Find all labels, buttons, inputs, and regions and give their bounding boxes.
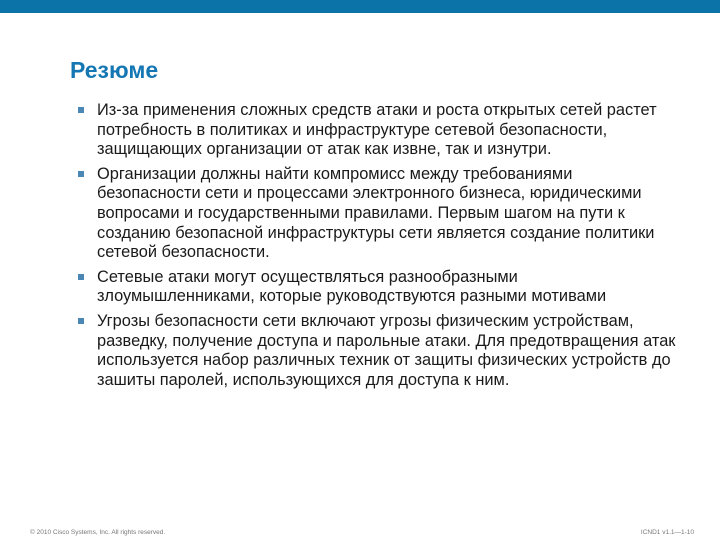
square-bullet-icon: [78, 171, 84, 177]
top-banner-bar: [0, 0, 720, 13]
slide-title: Резюме: [70, 57, 159, 83]
square-bullet-icon: [78, 274, 84, 280]
square-bullet-icon: [78, 107, 84, 113]
square-bullet-icon: [78, 318, 84, 324]
bullet-text: Угрозы безопасности сети включают угрозы физическим устройствам, разведку, получение доступа и парольные атаки. Для предотвращения атак используется набор различных техник от защиты физических устройств до зашиты паролей, использующихся для доступа к ним.: [97, 311, 676, 389]
bullet-text: Организации должны найти компромисс между требованиями безопасности сети и процессами электронного бизнеса, юридическими вопросами и государственными правилами. Первым шагом на пути к созданию безопасной инфраструктуры сети является создание политики сетевой безопасности.: [97, 164, 655, 262]
bullet-list: [78, 101, 678, 395]
footer-course-ref: ICND1 v1.1—1-10: [640, 529, 694, 536]
bullet-text: Сетевые атаки могут осуществляться разнообразными злоумышленниками, которые руководствуются разными мотивами: [97, 267, 607, 306]
bullet-item: [78, 101, 678, 160]
footer-copyright: © 2010 Cisco Systems, Inc. All rights reserved.: [30, 529, 166, 536]
bullet-item: [78, 312, 678, 390]
bullet-item: [78, 165, 678, 263]
bullet-item: [78, 268, 678, 307]
bullet-text: Из-за применения сложных средств атаки и роста открытых сетей растет потребность в политиках и инфраструктуре сетевой безопасности, защищающих организации от атак как извне, так и изнутри.: [97, 101, 657, 159]
